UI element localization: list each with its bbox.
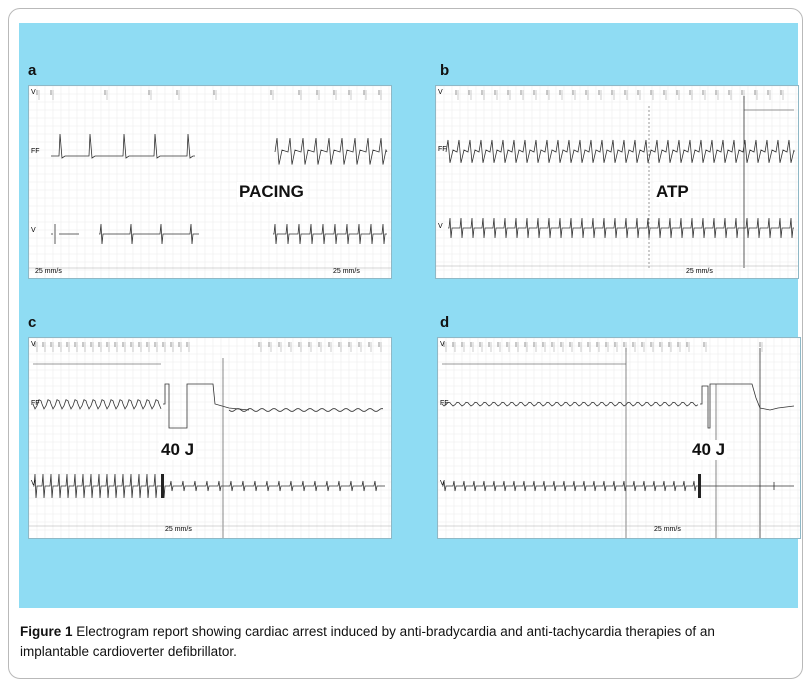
electrogram-trace-c <box>29 338 391 538</box>
v-trace-a2 <box>273 224 387 244</box>
ff-channel-label-c: FF <box>31 400 40 407</box>
electrogram-trace-b <box>436 86 798 278</box>
v-channel-label-c: V <box>31 480 36 487</box>
speed-label-b: 25 mm/s <box>686 268 713 275</box>
electrogram-panel-b <box>435 85 799 279</box>
v-channel-label-a: V <box>31 227 36 234</box>
figure-caption <box>20 622 780 662</box>
caption-text: Electrogram report showing cardiac arrest induced by anti-bradycardia and anti-tachycardia therapies of an implantable cardioverter defibrillator. <box>20 624 715 659</box>
panel-label-c: c <box>28 314 37 331</box>
v-trace-d1 <box>442 481 698 491</box>
speed-label-c: 25 mm/s <box>165 526 192 533</box>
electrogram-trace-d <box>438 338 800 538</box>
marker-channel-label-a: V <box>31 89 36 96</box>
panel-label-b: b <box>440 62 450 79</box>
v-channel-label-d: V <box>440 480 445 487</box>
speed-label-d: 25 mm/s <box>654 526 681 533</box>
shock-trace-c <box>163 384 249 428</box>
caption-lead: Figure 1 <box>20 624 73 639</box>
marker-channel-label-c: V <box>31 341 36 348</box>
ff-trace-d1 <box>442 402 698 406</box>
ff-channel-label-a: FF <box>31 148 40 155</box>
electrogram-panel-c <box>28 337 392 539</box>
panel-label-d: d <box>440 314 450 331</box>
electrogram-panel-a <box>28 85 392 279</box>
v-channel-label-b: V <box>438 223 443 230</box>
marker-channel-label-b: V <box>438 89 443 96</box>
ff-channel-label-b: FF <box>438 146 447 153</box>
speed-label-a2: 25 mm/s <box>333 268 360 275</box>
shock-trace-d <box>700 384 794 428</box>
shock-artifact-c <box>161 474 164 498</box>
ff-trace-a1 <box>51 134 195 158</box>
ff-channel-label-d: FF <box>440 400 449 407</box>
v-trace-a0 <box>51 224 79 244</box>
panel-label-a: a <box>28 62 37 79</box>
speed-label-a1: 25 mm/s <box>35 268 62 275</box>
atp-annotation: ATP <box>656 182 689 201</box>
marker-channel-label-d: V <box>440 341 445 348</box>
pacing-annotation: PACING <box>239 182 304 201</box>
shock-annotation-c: 40 J <box>161 440 195 459</box>
electrogram-trace-a <box>29 86 391 278</box>
v-trace-d2 <box>701 482 794 490</box>
electrogram-panel-d <box>437 337 801 539</box>
shock-artifact-d <box>698 474 701 498</box>
shock-annotation-d: 40 J <box>692 440 726 459</box>
ff-trace-c1 <box>33 400 161 409</box>
